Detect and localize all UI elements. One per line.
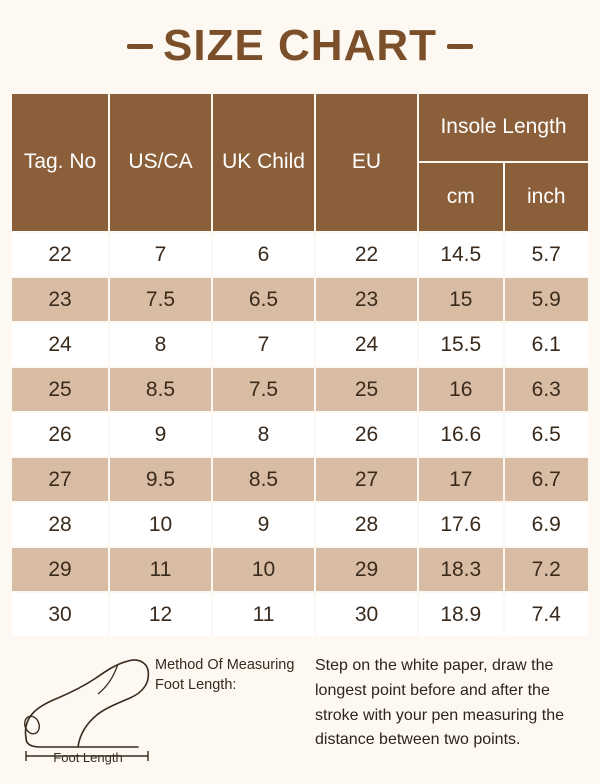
foot-length-label: Foot Length <box>53 750 123 765</box>
cell-inch: 5.9 <box>504 277 590 322</box>
cell-eu: 29 <box>315 547 418 592</box>
cell-cm: 15.5 <box>418 322 504 367</box>
cell-uk: 6.5 <box>212 277 315 322</box>
cell-tag: 30 <box>11 592 109 637</box>
column-header-cm: cm <box>418 162 504 232</box>
cell-inch: 6.1 <box>504 322 590 367</box>
table-row <box>11 232 589 277</box>
cell-tag: 29 <box>11 547 109 592</box>
size-table-container <box>10 92 590 638</box>
column-header-inch: inch <box>504 162 590 232</box>
cell-inch: 6.9 <box>504 502 590 547</box>
table-row <box>11 277 589 322</box>
cell-eu: 27 <box>315 457 418 502</box>
title-text: SIZE CHART <box>163 21 437 70</box>
title-dash-right-icon <box>447 44 473 49</box>
cell-tag: 27 <box>11 457 109 502</box>
cell-tag: 24 <box>11 322 109 367</box>
cell-cm: 15 <box>418 277 504 322</box>
cell-eu: 28 <box>315 502 418 547</box>
cell-eu: 25 <box>315 367 418 412</box>
table-row <box>11 502 589 547</box>
cell-eu: 22 <box>315 232 418 277</box>
table-row <box>11 592 589 637</box>
cell-cm: 14.5 <box>418 232 504 277</box>
cell-tag: 25 <box>11 367 109 412</box>
column-header-tag-no: Tag. No <box>11 93 109 232</box>
table-body <box>11 232 589 637</box>
column-header-insole-length: Insole Length <box>418 93 589 162</box>
measuring-instructions-section <box>0 652 600 782</box>
title-dash-left-icon <box>127 44 153 49</box>
cell-uk: 11 <box>212 592 315 637</box>
table-header <box>11 93 589 232</box>
cell-uk: 9 <box>212 502 315 547</box>
cell-tag: 22 <box>11 232 109 277</box>
cell-uk: 8.5 <box>212 457 315 502</box>
cell-eu: 23 <box>315 277 418 322</box>
cell-us: 12 <box>109 592 212 637</box>
cell-cm: 16 <box>418 367 504 412</box>
table-row <box>11 457 589 502</box>
table-row <box>11 412 589 457</box>
cell-uk: 7 <box>212 322 315 367</box>
cell-cm: 16.6 <box>418 412 504 457</box>
cell-tag: 23 <box>11 277 109 322</box>
cell-inch: 6.7 <box>504 457 590 502</box>
cell-inch: 6.5 <box>504 412 590 457</box>
cell-inch: 7.2 <box>504 547 590 592</box>
table-row <box>11 367 589 412</box>
cell-uk: 10 <box>212 547 315 592</box>
page-title <box>0 0 600 92</box>
table-header-row-primary <box>11 93 589 162</box>
cell-us: 9 <box>109 412 212 457</box>
cell-cm: 18.9 <box>418 592 504 637</box>
cell-cm: 18.3 <box>418 547 504 592</box>
cell-uk: 8 <box>212 412 315 457</box>
column-header-us-ca: US/CA <box>109 93 212 232</box>
cell-us: 10 <box>109 502 212 547</box>
cell-inch: 7.4 <box>504 592 590 637</box>
cell-inch: 5.7 <box>504 232 590 277</box>
column-header-uk-child: UK Child <box>212 93 315 232</box>
cell-eu: 30 <box>315 592 418 637</box>
cell-us: 8 <box>109 322 212 367</box>
measuring-method-title: Method Of Measuring Foot Length: <box>155 657 295 693</box>
cell-us: 7.5 <box>109 277 212 322</box>
cell-inch: 6.3 <box>504 367 590 412</box>
cell-cm: 17.6 <box>418 502 504 547</box>
size-chart-table <box>10 92 590 638</box>
cell-tag: 28 <box>11 502 109 547</box>
cell-tag: 26 <box>11 412 109 457</box>
cell-uk: 6 <box>212 232 315 277</box>
cell-us: 11 <box>109 547 212 592</box>
cell-eu: 26 <box>315 412 418 457</box>
measuring-instructions-text: Step on the white paper, draw the longest point before and after the stroke with your pen measuring the distance between two points. <box>315 657 565 749</box>
table-row <box>11 322 589 367</box>
cell-eu: 24 <box>315 322 418 367</box>
column-header-eu: EU <box>315 93 418 232</box>
cell-us: 7 <box>109 232 212 277</box>
foot-outline-icon <box>18 652 158 762</box>
cell-us: 9.5 <box>109 457 212 502</box>
cell-uk: 7.5 <box>212 367 315 412</box>
cell-cm: 17 <box>418 457 504 502</box>
cell-us: 8.5 <box>109 367 212 412</box>
table-row <box>11 547 589 592</box>
